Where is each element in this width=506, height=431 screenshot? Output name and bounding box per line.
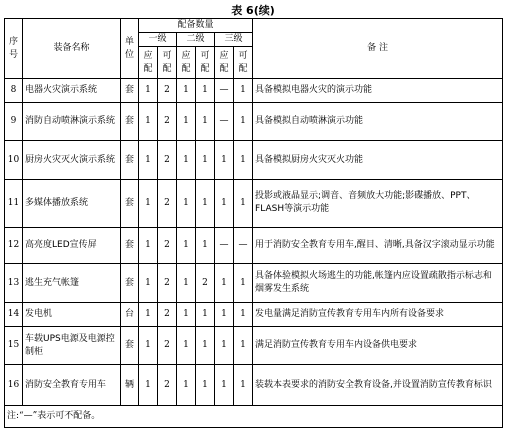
row-l3-may: 1 <box>234 141 253 180</box>
row-l1-may: 2 <box>158 227 177 264</box>
row-no: 10 <box>5 141 23 180</box>
table-row <box>5 365 503 406</box>
row-l3-may: — <box>234 227 253 264</box>
row-name: 逃生充气帐篷 <box>23 264 121 303</box>
header-remark: 备 注 <box>253 19 503 79</box>
row-l1-should: 1 <box>139 79 158 103</box>
row-l1-should: 1 <box>139 141 158 180</box>
row-l3-may: 1 <box>234 79 253 103</box>
row-l2-may: 1 <box>196 180 215 227</box>
row-no: 14 <box>5 302 23 326</box>
row-l3-should: 1 <box>215 365 234 406</box>
row-l2-should: 1 <box>177 264 196 303</box>
row-l3-should: 1 <box>215 264 234 303</box>
row-l2-may: 2 <box>196 264 215 303</box>
row-unit: 套 <box>121 227 139 264</box>
header-level2-should: 应配 <box>177 47 196 79</box>
header-level1-may: 可配 <box>158 47 177 79</box>
row-unit: 套 <box>121 79 139 103</box>
row-l3-should: 1 <box>215 141 234 180</box>
row-l3-may: 1 <box>234 102 253 141</box>
row-l3-may: 1 <box>234 326 253 365</box>
row-name: 发电机 <box>23 302 121 326</box>
row-l3-may: 1 <box>234 365 253 406</box>
row-unit: 套 <box>121 326 139 365</box>
table-row <box>5 141 503 180</box>
row-l3-should: — <box>215 227 234 264</box>
row-l3-may: 1 <box>234 180 253 227</box>
row-l2-may: 1 <box>196 79 215 103</box>
row-l1-may: 2 <box>158 326 177 365</box>
header-unit: 单位 <box>121 19 139 79</box>
row-l2-should: 1 <box>177 102 196 141</box>
row-unit: 套 <box>121 141 139 180</box>
row-no: 13 <box>5 264 23 303</box>
row-l1-should: 1 <box>139 180 158 227</box>
row-name: 高亮度LED宣传屏 <box>23 227 121 264</box>
row-unit: 台 <box>121 302 139 326</box>
row-l1-should: 1 <box>139 227 158 264</box>
row-remark: 发电量满足消防宣传教育专用车内所有设备要求 <box>253 302 503 326</box>
row-l1-should: 1 <box>139 326 158 365</box>
row-remark: 投影或液晶显示;调音、音频放大功能;影碟播放、PPT、FLASH等演示功能 <box>253 180 503 227</box>
row-name: 多媒体播放系统 <box>23 180 121 227</box>
row-l1-should: 1 <box>139 365 158 406</box>
row-l2-may: 1 <box>196 227 215 264</box>
row-l1-may: 2 <box>158 302 177 326</box>
header-quantity: 配备数量 <box>139 19 253 33</box>
row-l2-should: 1 <box>177 227 196 264</box>
row-no: 9 <box>5 102 23 141</box>
row-name: 车载UPS电源及电源控制柜 <box>23 326 121 365</box>
row-l3-should: 1 <box>215 326 234 365</box>
header-level2-may: 可配 <box>196 47 215 79</box>
table-row <box>5 180 503 227</box>
row-remark: 用于消防安全教育专用车,醒目、清晰,具备汉字滚动显示功能 <box>253 227 503 264</box>
row-unit: 套 <box>121 180 139 227</box>
row-no: 16 <box>5 365 23 406</box>
row-remark: 具备体验模拟火场逃生的功能,帐篷内应设置疏散指示标志和烟雾发生系统 <box>253 264 503 303</box>
row-l2-should: 1 <box>177 326 196 365</box>
row-l1-should: 1 <box>139 302 158 326</box>
header-level3-should: 应配 <box>215 47 234 79</box>
row-name: 消防自动喷淋演示系统 <box>23 102 121 141</box>
row-l1-may: 2 <box>158 141 177 180</box>
header-name: 装备名称 <box>23 19 121 79</box>
header-seq: 序号 <box>5 19 23 79</box>
row-l1-may: 2 <box>158 180 177 227</box>
row-l3-should: 1 <box>215 302 234 326</box>
row-name: 电器火灾演示系统 <box>23 79 121 103</box>
header-level3-may: 可配 <box>234 47 253 79</box>
table-row <box>5 302 503 326</box>
header-level3: 三级 <box>215 33 253 47</box>
row-unit: 套 <box>121 264 139 303</box>
row-remark: 具备模拟厨房火灾灭火功能 <box>253 141 503 180</box>
row-l2-should: 1 <box>177 141 196 180</box>
row-l1-may: 2 <box>158 264 177 303</box>
table-row <box>5 326 503 365</box>
row-no: 15 <box>5 326 23 365</box>
header-level1-should: 应配 <box>139 47 158 79</box>
table-row <box>5 102 503 141</box>
row-no: 11 <box>5 180 23 227</box>
row-l1-may: 2 <box>158 79 177 103</box>
row-l1-should: 1 <box>139 264 158 303</box>
row-l3-may: 1 <box>234 264 253 303</box>
row-name: 消防安全教育专用车 <box>23 365 121 406</box>
row-l2-may: 1 <box>196 141 215 180</box>
row-no: 12 <box>5 227 23 264</box>
footnote: 注:“—”表示可不配备。 <box>5 406 503 428</box>
row-l2-should: 1 <box>177 79 196 103</box>
row-remark: 装载本表要求的消防安全教育设备,并设置消防宣传教育标识 <box>253 365 503 406</box>
row-l1-may: 2 <box>158 102 177 141</box>
row-l2-should: 1 <box>177 302 196 326</box>
row-l3-may: 1 <box>234 302 253 326</box>
row-l2-should: 1 <box>177 365 196 406</box>
row-l2-may: 1 <box>196 365 215 406</box>
row-l1-may: 2 <box>158 365 177 406</box>
row-l1-should: 1 <box>139 102 158 141</box>
row-remark: 具备模拟电器火灾的演示功能 <box>253 79 503 103</box>
table-row <box>5 79 503 103</box>
row-l3-should: — <box>215 102 234 141</box>
header-level2: 二级 <box>177 33 215 47</box>
table-title: 表 6(续) <box>231 4 275 17</box>
row-unit: 套 <box>121 102 139 141</box>
row-l2-may: 1 <box>196 302 215 326</box>
row-remark: 具备模拟自动喷淋演示功能 <box>253 102 503 141</box>
table-row <box>5 227 503 264</box>
row-no: 8 <box>5 79 23 103</box>
row-remark: 满足消防宣传教育专用车内设备供电要求 <box>253 326 503 365</box>
header-level1: 一级 <box>139 33 177 47</box>
row-l2-should: 1 <box>177 180 196 227</box>
row-l3-should: — <box>215 79 234 103</box>
row-l3-should: 1 <box>215 180 234 227</box>
row-unit: 辆 <box>121 365 139 406</box>
row-l2-may: 1 <box>196 102 215 141</box>
footnote-row <box>5 406 503 428</box>
table-row <box>5 264 503 303</box>
equipment-table <box>4 18 503 428</box>
row-l2-may: 1 <box>196 326 215 365</box>
row-name: 厨房火灾灭火演示系统 <box>23 141 121 180</box>
